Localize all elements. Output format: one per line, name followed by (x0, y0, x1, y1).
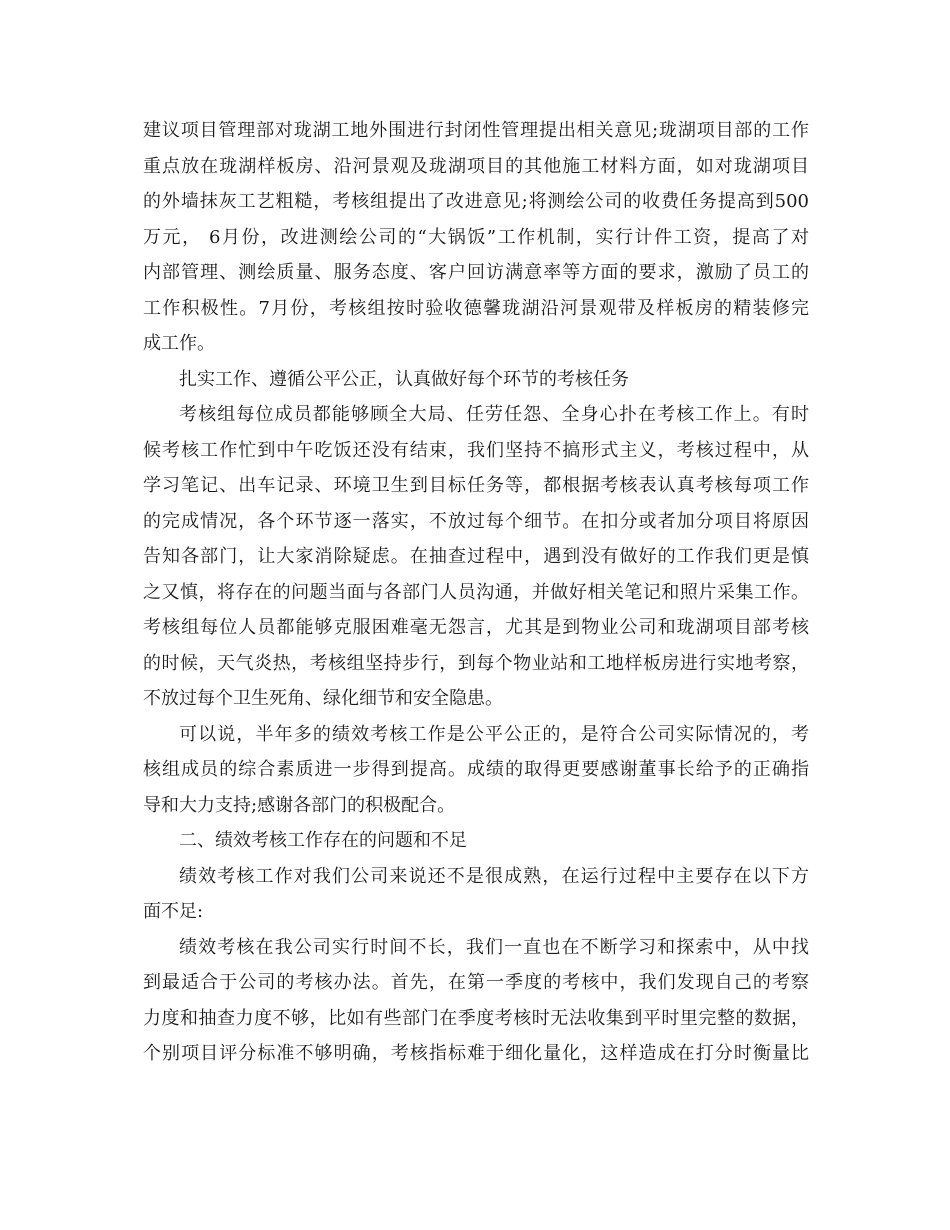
text-line: 学习笔记、出车记录、环境卫生到目标任务等，都根据考核表认真考核每项工作 (143, 475, 809, 496)
text-line: 绩效考核工作对我们公司来说还不是很成熟，在运行过程中主要存在以下方 (179, 865, 809, 887)
text-line: 个别项目评分标准不够明确，考核指标难于细化量化，这样造成在打分时衡量比 (143, 1043, 809, 1064)
text-line: 二、绩效考核工作存在的问题和不足 (179, 830, 467, 851)
text-line: 的完成情况，各个环节逐一落实，不放过每个细节。在扣分或者加分项目将原因 (143, 510, 809, 532)
text-line: 内部管理、测绘质量、服务态度、客户回访满意率等方面的要求，激励了员工的 (143, 262, 809, 283)
text-line: 建议项目管理部对珑湖工地外围进行封闭性管理提出相关意见;珑湖项目部的工作 (143, 120, 809, 141)
text-line: 可以说，半年多的绩效考核工作是公平公正的，是符合公司实际情况的，考 (179, 723, 809, 745)
text-line: 告知各部门，让大家消除疑虑。在抽查过程中，遇到没有做好的工作我们更是慎 (143, 546, 809, 567)
text-line: 面不足: (143, 901, 204, 922)
text-line: 工作积极性。7月份，考核组按时验收德馨珑湖沿河景观带及样板房的精装修完 (143, 297, 809, 319)
text-line: 的外墙抹灰工艺粗糙，考核组提出了改进意见;将测绘公司的收费任务提高到500 (143, 191, 809, 212)
text-line: 成工作。 (143, 333, 215, 354)
text-line: 导和大力支持;感谢各部门的积极配合。 (143, 794, 456, 816)
text-line: 的时候，天气炎热，考核组坚持步行，到每个物业站和工地样板房进行实地考察， (143, 652, 809, 674)
text-line: 之又慎，将存在的问题当面与各部门人员沟通，并做好相关笔记和照片采集工作。 (143, 581, 809, 603)
text-line: 考核组每位人员都能够克服困难毫无怨言，尤其是到物业公司和珑湖项目部考核 (143, 617, 809, 638)
text-line: 扎实工作、遵循公平公正，认真做好每个环节的考核任务 (179, 368, 629, 390)
text-line: 万元， 6月份，改进测绘公司的“大锅饭”工作机制，实行计件工资，提高了对 (143, 226, 809, 248)
document-body (143, 113, 809, 1072)
text-line: 绩效考核在我公司实行时间不长，我们一直也在不断学习和探索中，从中找 (179, 936, 809, 958)
text-line: 力度和抽查力度不够，比如有些部门在季度考核时无法收集到平时里完整的数据， (143, 1007, 809, 1029)
text-line: 考核组每位成员都能够顾全大局、任劳任怨、全身心扑在考核工作上。有时 (179, 404, 809, 425)
text-line: 到最适合于公司的考核办法。首先，在第一季度的考核中，我们发现自己的考察 (143, 972, 809, 993)
text-line: 核组成员的综合素质进一步得到提高。成绩的取得更要感谢董事长给予的正确指 (143, 759, 809, 780)
text-line: 候考核工作忙到中午吃饭还没有结束，我们坚持不搞形式主义，考核过程中，从 (143, 439, 809, 461)
text-line: 不放过每个卫生死角、绿化细节和安全隐患。 (143, 688, 503, 709)
text-line: 重点放在珑湖样板房、沿河景观及珑湖项目的其他施工材料方面，如对珑湖项目 (143, 155, 809, 177)
